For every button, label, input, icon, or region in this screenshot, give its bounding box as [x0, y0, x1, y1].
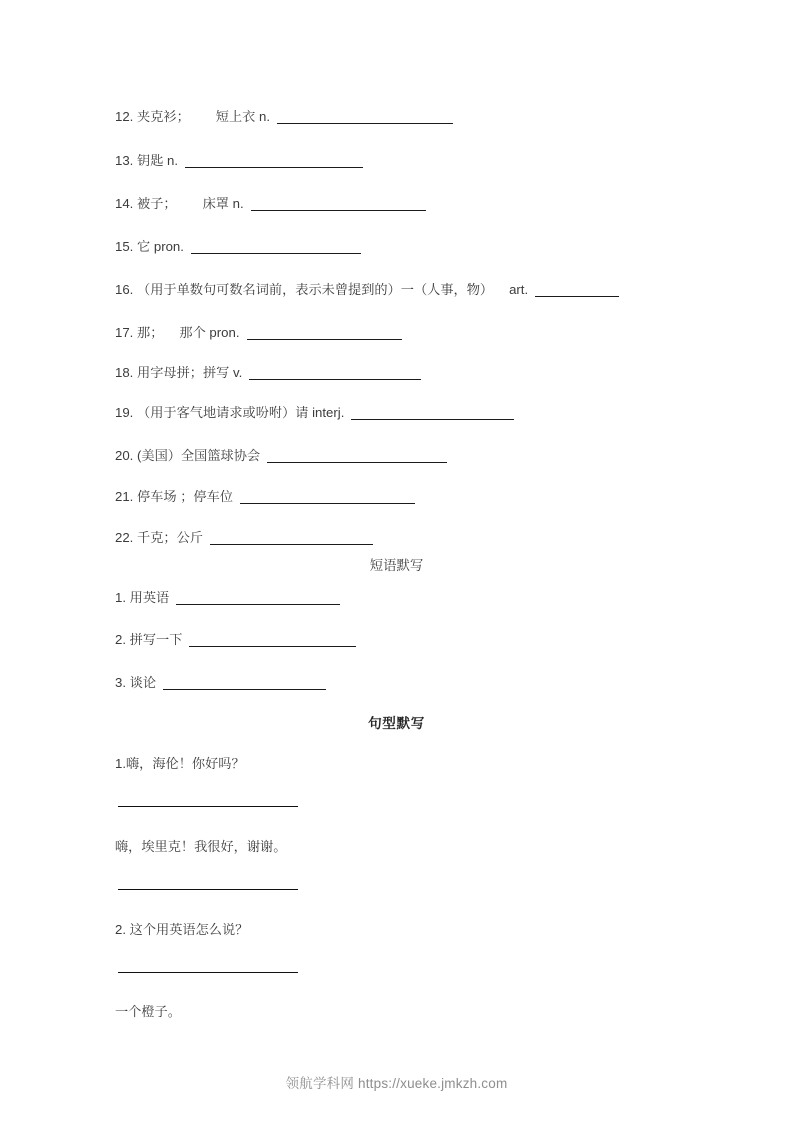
vocabulary-item-number: 14.: [115, 196, 134, 211]
vocabulary-item-row: [115, 488, 753, 506]
phrase-item-text: 谈论: [129, 675, 157, 690]
vocabulary-item-text: 用字母拼；拼写 v.: [137, 365, 243, 380]
answer-blank-line[interactable]: [118, 972, 298, 973]
vocabulary-item-row: [115, 447, 753, 465]
phrase-item-blank[interactable]: [163, 677, 326, 690]
vocabulary-item-text: 短上衣 n.: [215, 109, 270, 124]
vocabulary-item-text: (美国）全国篮球协会: [137, 448, 261, 463]
vocabulary-item-row: [115, 324, 753, 342]
vocabulary-item-text: （用于单数句可数名词前，表示未曾提到的）一（人事，物）: [137, 282, 494, 297]
vocabulary-item-text: 千克；公斤: [137, 530, 203, 545]
vocabulary-item-text: 停车场 ；停车位: [137, 489, 233, 504]
vocabulary-item-number: 15.: [115, 239, 134, 254]
vocabulary-item-text: 床罩 n.: [202, 196, 244, 211]
vocabulary-item-text: （用于客气地请求或吩咐）请 interj.: [137, 405, 345, 420]
vocabulary-item-blank[interactable]: [251, 198, 426, 211]
phrase-item-row: [115, 674, 753, 692]
phrase-item-blank[interactable]: [176, 592, 340, 605]
vocabulary-item-blank[interactable]: [249, 367, 421, 380]
answer-blank-line[interactable]: [118, 889, 298, 890]
vocabulary-item-number: 22.: [115, 530, 134, 545]
vocabulary-item-blank[interactable]: [535, 284, 619, 297]
vocabulary-item-number: 13.: [115, 153, 134, 168]
vocabulary-item-blank[interactable]: [191, 241, 361, 254]
vocabulary-item-row: [115, 364, 753, 382]
sentence-prompt: 一个橙子。: [115, 1004, 181, 1019]
vocabulary-item-row: [115, 195, 753, 213]
phrase-item-text: 拼写一下: [129, 632, 183, 647]
sentence-prompt: 2. 这个用英语怎么说？: [115, 922, 249, 937]
vocabulary-item-row: [115, 529, 753, 547]
vocabulary-item-text: 钥匙 n.: [137, 153, 179, 168]
vocabulary-item-row: [115, 152, 753, 170]
answer-blank-line[interactable]: [118, 806, 298, 807]
vocabulary-item-blank[interactable]: [185, 155, 363, 168]
sentence-prompt: 1.嗨，海伦！你好吗？: [115, 756, 245, 771]
vocabulary-item-number: 21.: [115, 489, 134, 504]
vocabulary-item-number: 19.: [115, 405, 134, 420]
vocabulary-item-row: [115, 404, 753, 422]
vocabulary-item-blank[interactable]: [351, 407, 514, 420]
vocabulary-item-number: 12.: [115, 109, 134, 124]
sentence-section-heading: 句型默写: [368, 716, 425, 731]
phrase-item-row: [115, 589, 753, 607]
vocabulary-item-row: [115, 108, 753, 126]
vocabulary-item-number: 16.: [115, 282, 134, 297]
vocabulary-item-text: 那；: [137, 325, 164, 340]
footer-watermark: 领航学科网 https://xueke.jmkzh.com: [285, 1076, 508, 1091]
vocabulary-item-row: [115, 238, 753, 256]
phrase-item-number: 2.: [115, 632, 126, 647]
phrase-item-number: 1.: [115, 590, 126, 605]
phrase-item-blank[interactable]: [189, 634, 356, 647]
vocabulary-item-text: 夹克衫；: [137, 109, 190, 124]
vocabulary-item-number: 20.: [115, 448, 134, 463]
vocabulary-item-text: 它 pron.: [137, 239, 184, 254]
vocabulary-item-blank[interactable]: [210, 532, 373, 545]
vocabulary-item-blank[interactable]: [240, 491, 415, 504]
vocabulary-item-text: 被子；: [137, 196, 177, 211]
vocabulary-item-blank[interactable]: [247, 327, 402, 340]
phrase-section-heading: 短语默写: [369, 558, 424, 573]
vocabulary-item-text: art.: [509, 282, 529, 297]
phrase-item-number: 3.: [115, 675, 126, 690]
vocabulary-item-text: 那个 pron.: [179, 325, 240, 340]
vocabulary-item-number: 17.: [115, 325, 134, 340]
vocabulary-item-blank[interactable]: [277, 111, 453, 124]
phrase-item-row: [115, 631, 753, 649]
phrase-item-text: 用英语: [129, 590, 170, 605]
vocabulary-item-blank[interactable]: [267, 450, 447, 463]
vocabulary-item-number: 18.: [115, 365, 134, 380]
vocabulary-item-row: [115, 281, 753, 299]
sentence-prompt: 嗨，埃里克！我很好，谢谢。: [115, 839, 287, 854]
